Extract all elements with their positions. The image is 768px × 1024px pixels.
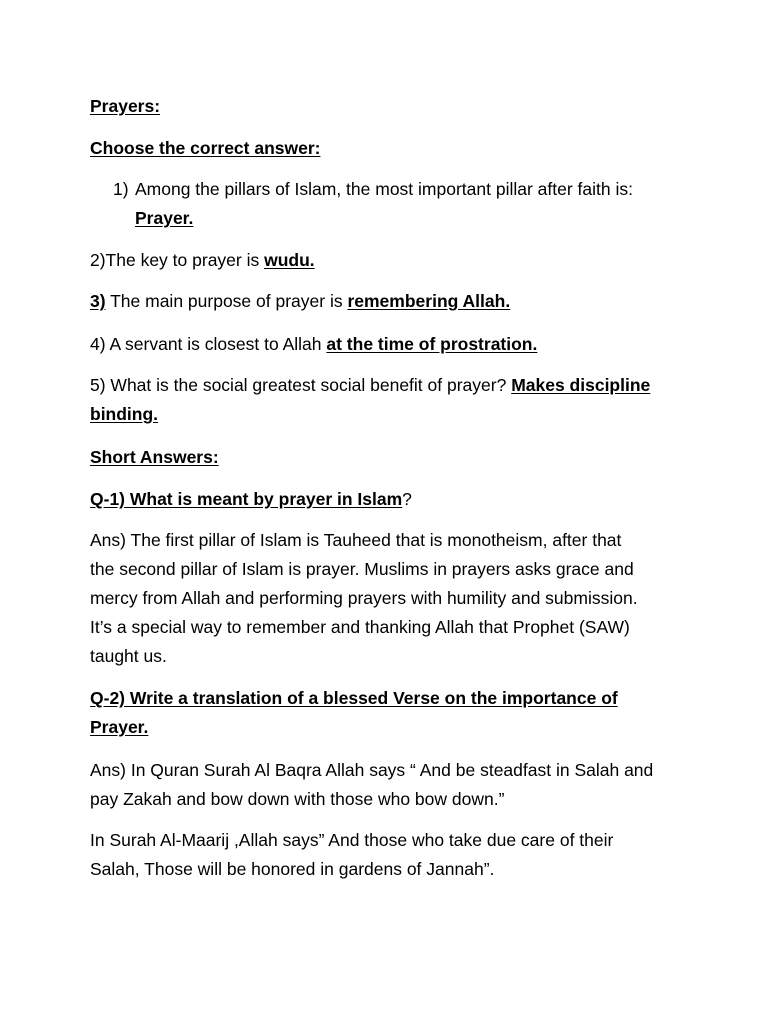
q4-answer: at the time of prostration. — [326, 334, 538, 354]
q5-answer-part1: Makes discipline — [511, 375, 651, 395]
sq1-answer-line: It’s a special way to remember and thanking Allah that Prophet (SAW) — [90, 617, 630, 637]
sq2-question-part1: Q-2) Write a translation of a blessed Verse on the importance of — [90, 688, 618, 708]
q2-line — [90, 246, 315, 275]
q2-answer: wudu. — [264, 250, 315, 270]
q3-line — [90, 287, 510, 316]
page-title: Prayers: — [90, 96, 161, 116]
sq1-answer-line: mercy from Allah and performing prayers with humility and submission. — [90, 588, 638, 608]
q1-answer: Prayer. — [135, 208, 194, 228]
q2-text: 2)The key to prayer is — [90, 250, 265, 270]
q5-text: 5) What is the social greatest social benefit of prayer? — [90, 375, 512, 395]
sq2-answer-line: Ans) In Quran Surah Al Baqra Allah says “ And be steadfast in Salah and — [90, 760, 654, 780]
q4-text: 4) A servant is closest to Allah — [90, 334, 327, 354]
q3-answer: remembering Allah. — [347, 291, 511, 311]
q5-line — [90, 371, 650, 400]
sq2-extra-line: Salah, Those will be honored in gardens of Jannah”. — [90, 859, 495, 879]
q4-line — [90, 330, 537, 359]
sq2-question-part2: Prayer. — [90, 717, 149, 737]
sq1-question-line — [90, 485, 412, 514]
sq2-answer-line: pay Zakah and bow down with those who bow down.” — [90, 789, 505, 809]
q3-number: 3) — [90, 291, 106, 311]
sq1-question-mark: ? — [402, 489, 412, 509]
sq1-answer-line: the second pillar of Islam is prayer. Muslims in prayers asks grace and — [90, 559, 634, 579]
q5-answer-part2: binding. — [90, 404, 159, 424]
short-answers-heading: Short Answers: — [90, 447, 219, 467]
sq2-extra-line: In Surah Al-Maarij ,Allah says” And those who take due care of their — [90, 830, 614, 850]
q1-text: Among the pillars of Islam, the most important pillar after faith is: — [135, 179, 633, 199]
sq1-answer-line: taught us. — [90, 646, 167, 666]
q1-number: 1) — [113, 179, 129, 199]
q3-text: The main purpose of prayer is — [105, 291, 348, 311]
sq1-question: Q-1) What is meant by prayer in Islam — [90, 489, 403, 509]
sq1-answer-line: Ans) The first pillar of Islam is Tauheed that is monotheism, after that — [90, 530, 622, 550]
mcq-heading: Choose the correct answer: — [90, 138, 321, 158]
